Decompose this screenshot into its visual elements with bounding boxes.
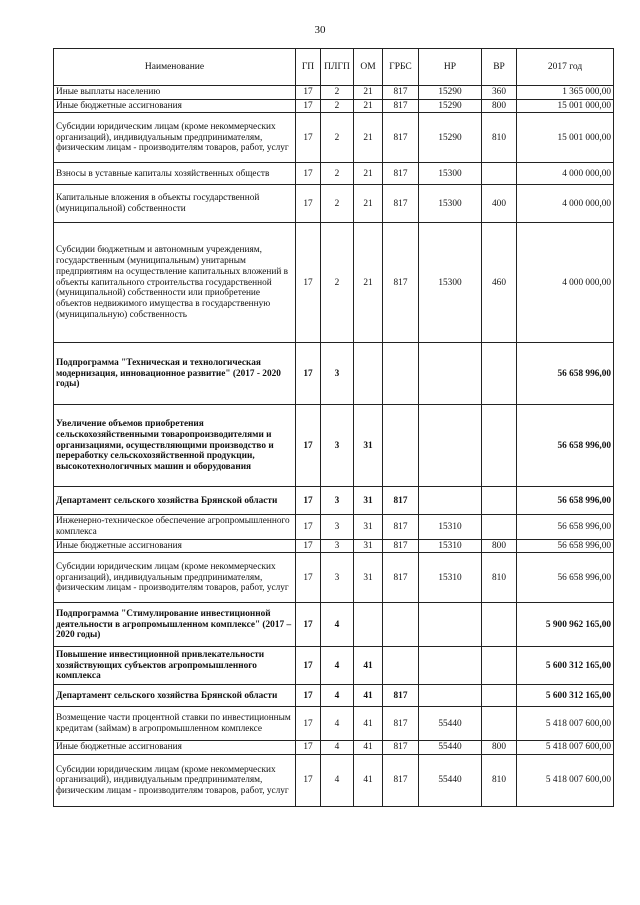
cell-amount-2017: 56 658 996,00 bbox=[517, 515, 614, 539]
cell-om: 41 bbox=[354, 685, 383, 707]
cell-nr: 15310 bbox=[419, 515, 482, 539]
cell-plgp: 3 bbox=[321, 405, 354, 487]
cell-om bbox=[354, 343, 383, 405]
cell-vr: 800 bbox=[482, 741, 517, 755]
cell-gp: 17 bbox=[296, 86, 321, 100]
cell-vr bbox=[482, 647, 517, 685]
cell-nr: 55440 bbox=[419, 755, 482, 807]
table-row bbox=[54, 163, 614, 185]
cell-gp: 17 bbox=[296, 185, 321, 223]
cell-name: Капитальные вложения в объекты государственной (муниципальной) собственности bbox=[54, 185, 296, 223]
cell-amount-2017: 1 365 000,00 bbox=[517, 86, 614, 100]
cell-gp: 17 bbox=[296, 487, 321, 515]
cell-plgp: 3 bbox=[321, 539, 354, 553]
cell-om: 21 bbox=[354, 163, 383, 185]
cell-om: 31 bbox=[354, 539, 383, 553]
budget-table bbox=[53, 48, 614, 807]
cell-name: Субсидии юридическим лицам (кроме некоммерческих организаций), индивидуальным предпринимателям, физическим лицам - производителям товаров, работ, услуг bbox=[54, 553, 296, 603]
cell-name: Подпрограмма "Стимулирование инвестиционной деятельности в агропромышленном комплексе" (2017 – 2020 годы) bbox=[54, 603, 296, 647]
cell-gp: 17 bbox=[296, 553, 321, 603]
cell-name: Иные бюджетные ассигнования bbox=[54, 741, 296, 755]
cell-om: 41 bbox=[354, 755, 383, 807]
table-row bbox=[54, 741, 614, 755]
cell-amount-2017: 5 600 312 165,00 bbox=[517, 685, 614, 707]
cell-gp: 17 bbox=[296, 755, 321, 807]
table-row bbox=[54, 99, 614, 113]
cell-gp: 17 bbox=[296, 163, 321, 185]
cell-gp: 17 bbox=[296, 647, 321, 685]
header-nr: НР bbox=[419, 49, 482, 86]
table-row bbox=[54, 487, 614, 515]
cell-plgp: 2 bbox=[321, 86, 354, 100]
cell-nr: 15300 bbox=[419, 163, 482, 185]
cell-om: 31 bbox=[354, 487, 383, 515]
cell-gp: 17 bbox=[296, 685, 321, 707]
cell-amount-2017: 5 600 312 165,00 bbox=[517, 647, 614, 685]
header-year-2017: 2017 год bbox=[517, 49, 614, 86]
cell-vr: 810 bbox=[482, 113, 517, 163]
table-row bbox=[54, 755, 614, 807]
cell-gp: 17 bbox=[296, 223, 321, 343]
cell-name: Департамент сельского хозяйства Брянской области bbox=[54, 487, 296, 515]
cell-amount-2017: 56 658 996,00 bbox=[517, 487, 614, 515]
cell-om: 21 bbox=[354, 86, 383, 100]
cell-om: 31 bbox=[354, 515, 383, 539]
cell-vr bbox=[482, 163, 517, 185]
cell-grbs: 817 bbox=[383, 707, 419, 741]
cell-om: 21 bbox=[354, 99, 383, 113]
cell-amount-2017: 56 658 996,00 bbox=[517, 539, 614, 553]
cell-om: 41 bbox=[354, 647, 383, 685]
cell-gp: 17 bbox=[296, 99, 321, 113]
cell-plgp: 3 bbox=[321, 515, 354, 539]
cell-nr: 15310 bbox=[419, 553, 482, 603]
cell-plgp: 2 bbox=[321, 185, 354, 223]
cell-plgp: 2 bbox=[321, 163, 354, 185]
table-row bbox=[54, 685, 614, 707]
cell-plgp: 4 bbox=[321, 685, 354, 707]
cell-amount-2017: 56 658 996,00 bbox=[517, 405, 614, 487]
cell-plgp: 2 bbox=[321, 99, 354, 113]
cell-nr: 55440 bbox=[419, 741, 482, 755]
cell-grbs: 817 bbox=[383, 487, 419, 515]
cell-vr: 460 bbox=[482, 223, 517, 343]
cell-nr bbox=[419, 343, 482, 405]
table-row bbox=[54, 405, 614, 487]
table-row bbox=[54, 185, 614, 223]
cell-nr: 55440 bbox=[419, 707, 482, 741]
cell-amount-2017: 5 418 007 600,00 bbox=[517, 707, 614, 741]
cell-plgp: 2 bbox=[321, 113, 354, 163]
cell-plgp: 4 bbox=[321, 741, 354, 755]
table-row bbox=[54, 515, 614, 539]
cell-plgp: 4 bbox=[321, 707, 354, 741]
cell-name: Иные бюджетные ассигнования bbox=[54, 539, 296, 553]
cell-amount-2017: 5 418 007 600,00 bbox=[517, 755, 614, 807]
cell-grbs bbox=[383, 603, 419, 647]
cell-nr: 15310 bbox=[419, 539, 482, 553]
cell-amount-2017: 4 000 000,00 bbox=[517, 185, 614, 223]
cell-om: 41 bbox=[354, 707, 383, 741]
cell-plgp: 3 bbox=[321, 343, 354, 405]
cell-grbs bbox=[383, 647, 419, 685]
cell-name: Взносы в уставные капиталы хозяйственных обществ bbox=[54, 163, 296, 185]
cell-name: Иные выплаты населению bbox=[54, 86, 296, 100]
cell-grbs: 817 bbox=[383, 539, 419, 553]
cell-vr bbox=[482, 603, 517, 647]
cell-om: 41 bbox=[354, 741, 383, 755]
table-row bbox=[54, 86, 614, 100]
cell-vr bbox=[482, 343, 517, 405]
cell-name: Подпрограмма "Техническая и технологическая модернизация, инновационное развитие" (2017 - 2020 годы) bbox=[54, 343, 296, 405]
cell-name: Возмещение части процентной ставки по инвестиционным кредитам (займам) в агропромышленном комплексе bbox=[54, 707, 296, 741]
cell-grbs: 817 bbox=[383, 741, 419, 755]
cell-om bbox=[354, 603, 383, 647]
cell-om: 31 bbox=[354, 553, 383, 603]
header-grbs: ГРБС bbox=[383, 49, 419, 86]
header-name: Наименование bbox=[54, 49, 296, 86]
cell-plgp: 3 bbox=[321, 487, 354, 515]
table-row bbox=[54, 603, 614, 647]
cell-grbs: 817 bbox=[383, 113, 419, 163]
table-row bbox=[54, 553, 614, 603]
header-om: ОМ bbox=[354, 49, 383, 86]
cell-name: Субсидии юридическим лицам (кроме некоммерческих организаций), индивидуальным предпринимателям, физическим лицам - производителям товаров, работ, услуг bbox=[54, 755, 296, 807]
cell-gp: 17 bbox=[296, 343, 321, 405]
cell-vr: 810 bbox=[482, 553, 517, 603]
cell-om: 21 bbox=[354, 113, 383, 163]
cell-amount-2017: 4 000 000,00 bbox=[517, 163, 614, 185]
cell-grbs: 817 bbox=[383, 185, 419, 223]
cell-grbs bbox=[383, 405, 419, 487]
cell-plgp: 4 bbox=[321, 647, 354, 685]
cell-vr: 810 bbox=[482, 755, 517, 807]
cell-amount-2017: 15 001 000,00 bbox=[517, 113, 614, 163]
cell-vr bbox=[482, 515, 517, 539]
cell-amount-2017: 5 900 962 165,00 bbox=[517, 603, 614, 647]
table-row bbox=[54, 223, 614, 343]
header-gp: ГП bbox=[296, 49, 321, 86]
table-row bbox=[54, 343, 614, 405]
cell-gp: 17 bbox=[296, 741, 321, 755]
page-number: 30 bbox=[314, 24, 326, 36]
cell-nr bbox=[419, 603, 482, 647]
header-plgp: ПЛГП bbox=[321, 49, 354, 86]
cell-name: Субсидии юридическим лицам (кроме некоммерческих организаций), индивидуальным предпринимателям, физическим лицам - производителям товаров, работ, услуг bbox=[54, 113, 296, 163]
cell-name: Увеличение объемов приобретения сельскохозяйственными товаропроизводителями и организациями, осуществляющими производство и переработку сельскохозяйственной продукции, высокотехнологичных машин и оборудования bbox=[54, 405, 296, 487]
cell-nr bbox=[419, 487, 482, 515]
cell-amount-2017: 56 658 996,00 bbox=[517, 553, 614, 603]
cell-gp: 17 bbox=[296, 707, 321, 741]
cell-vr bbox=[482, 707, 517, 741]
cell-vr bbox=[482, 405, 517, 487]
cell-gp: 17 bbox=[296, 113, 321, 163]
cell-nr: 15290 bbox=[419, 113, 482, 163]
cell-grbs: 817 bbox=[383, 86, 419, 100]
cell-grbs bbox=[383, 343, 419, 405]
cell-nr bbox=[419, 685, 482, 707]
cell-vr: 360 bbox=[482, 86, 517, 100]
cell-amount-2017: 56 658 996,00 bbox=[517, 343, 614, 405]
cell-grbs: 817 bbox=[383, 515, 419, 539]
cell-amount-2017: 15 001 000,00 bbox=[517, 99, 614, 113]
cell-nr: 15300 bbox=[419, 223, 482, 343]
cell-om: 31 bbox=[354, 405, 383, 487]
table-row bbox=[54, 707, 614, 741]
cell-name: Субсидии бюджетным и автономным учреждениям, государственным (муниципальным) унитарным предприятиям на осуществление капитальных вложений в объекты капитального строительства государственной (муниципальной) собственности или приобретение объектов недвижимого имущества в государственную (муниципальную) собственность bbox=[54, 223, 296, 343]
cell-grbs: 817 bbox=[383, 99, 419, 113]
cell-vr bbox=[482, 685, 517, 707]
cell-nr bbox=[419, 647, 482, 685]
cell-vr: 800 bbox=[482, 539, 517, 553]
cell-grbs: 817 bbox=[383, 163, 419, 185]
cell-name: Иные бюджетные ассигнования bbox=[54, 99, 296, 113]
cell-name: Повышение инвестиционной привлекательности хозяйствующих субъектов агропромышленного комплекса bbox=[54, 647, 296, 685]
cell-gp: 17 bbox=[296, 405, 321, 487]
table-row bbox=[54, 113, 614, 163]
cell-grbs: 817 bbox=[383, 553, 419, 603]
table-row bbox=[54, 647, 614, 685]
header-vr: ВР bbox=[482, 49, 517, 86]
cell-plgp: 4 bbox=[321, 755, 354, 807]
cell-nr bbox=[419, 405, 482, 487]
cell-vr: 400 bbox=[482, 185, 517, 223]
cell-gp: 17 bbox=[296, 539, 321, 553]
table-header-row bbox=[54, 49, 614, 86]
cell-grbs: 817 bbox=[383, 685, 419, 707]
cell-vr: 800 bbox=[482, 99, 517, 113]
cell-om: 21 bbox=[354, 185, 383, 223]
cell-vr bbox=[482, 487, 517, 515]
cell-name: Департамент сельского хозяйства Брянской области bbox=[54, 685, 296, 707]
cell-grbs: 817 bbox=[383, 223, 419, 343]
cell-plgp: 4 bbox=[321, 603, 354, 647]
cell-grbs: 817 bbox=[383, 755, 419, 807]
cell-amount-2017: 4 000 000,00 bbox=[517, 223, 614, 343]
cell-gp: 17 bbox=[296, 515, 321, 539]
cell-om: 21 bbox=[354, 223, 383, 343]
cell-nr: 15300 bbox=[419, 185, 482, 223]
cell-name: Инженерно-техническое обеспечение агропромышленного комплекса bbox=[54, 515, 296, 539]
cell-amount-2017: 5 418 007 600,00 bbox=[517, 741, 614, 755]
cell-nr: 15290 bbox=[419, 99, 482, 113]
table-row bbox=[54, 539, 614, 553]
cell-nr: 15290 bbox=[419, 86, 482, 100]
cell-plgp: 2 bbox=[321, 223, 354, 343]
cell-gp: 17 bbox=[296, 603, 321, 647]
cell-plgp: 3 bbox=[321, 553, 354, 603]
